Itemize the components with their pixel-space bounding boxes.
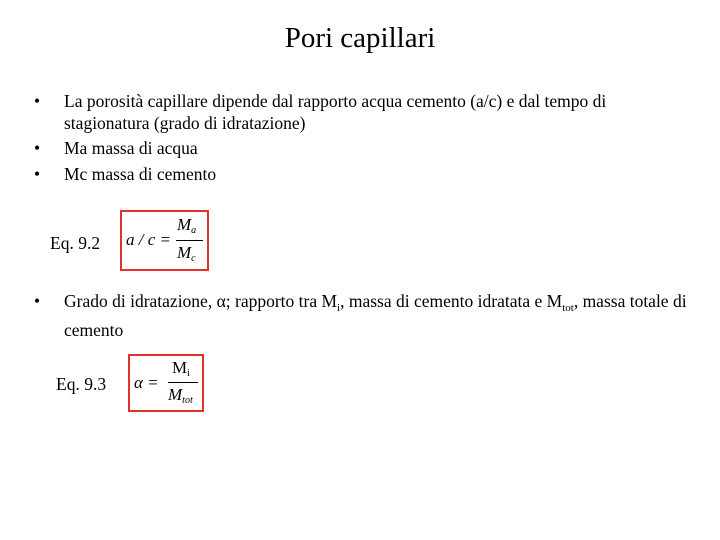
eq1-den-sub: c [191,253,196,264]
equation-box-9-2 [120,210,209,271]
eq2-denominator [168,385,193,406]
bullet4-text-d: , massa totale di cemento [64,291,687,340]
eq2-fraction-bar [168,382,198,383]
slide-title: Pori capillari [284,22,436,54]
eq1-num-main: M [177,215,192,234]
eq1-lhs: a / c = [126,230,171,249]
eq1-denominator [177,243,196,264]
bullet-dot: • [34,291,41,311]
eq2-numerator [172,358,190,379]
bullet-dot: • [34,164,41,184]
eq1-fraction-bar [176,240,203,241]
bullet-text: Ma massa di acqua [64,138,198,158]
bullet-text: La porosità capillare dipende dal rapporto acqua cemento (a/c) e dal tempo di stagionatura (grado di idratazione) [64,91,607,133]
bullet4-text-b: ; rapporto tra M [225,291,338,311]
eq1-numerator [177,215,196,236]
bullet-text [64,290,694,341]
eq1-num-sub: a [191,225,197,236]
eq2-num-sub: i [187,368,190,379]
equation-box-9-3 [128,354,204,412]
eq2-lhs: α = [134,373,159,392]
bullet4-text-c: , massa di cemento idratata e M [340,291,563,311]
alpha-symbol: α [216,291,226,311]
eq2-num-main: M [172,358,188,377]
bullet-dot: • [34,91,41,111]
equation-label-9-3: Eq. 9.3 [56,374,107,394]
bullet-text: Mc massa di cemento [64,164,217,184]
eq1-den-main: M [177,243,192,262]
equation-label-9-2: Eq. 9.2 [50,233,101,253]
bullet-dot: • [34,138,41,158]
bullet4-text-a: Grado di idratazione, [64,291,217,311]
bullet4-sub-i: i [337,302,341,314]
eq2-den-main: M [168,385,183,404]
eq2-den-sub: tot [182,395,193,406]
bullet4-sub-tot: tot [562,302,574,314]
